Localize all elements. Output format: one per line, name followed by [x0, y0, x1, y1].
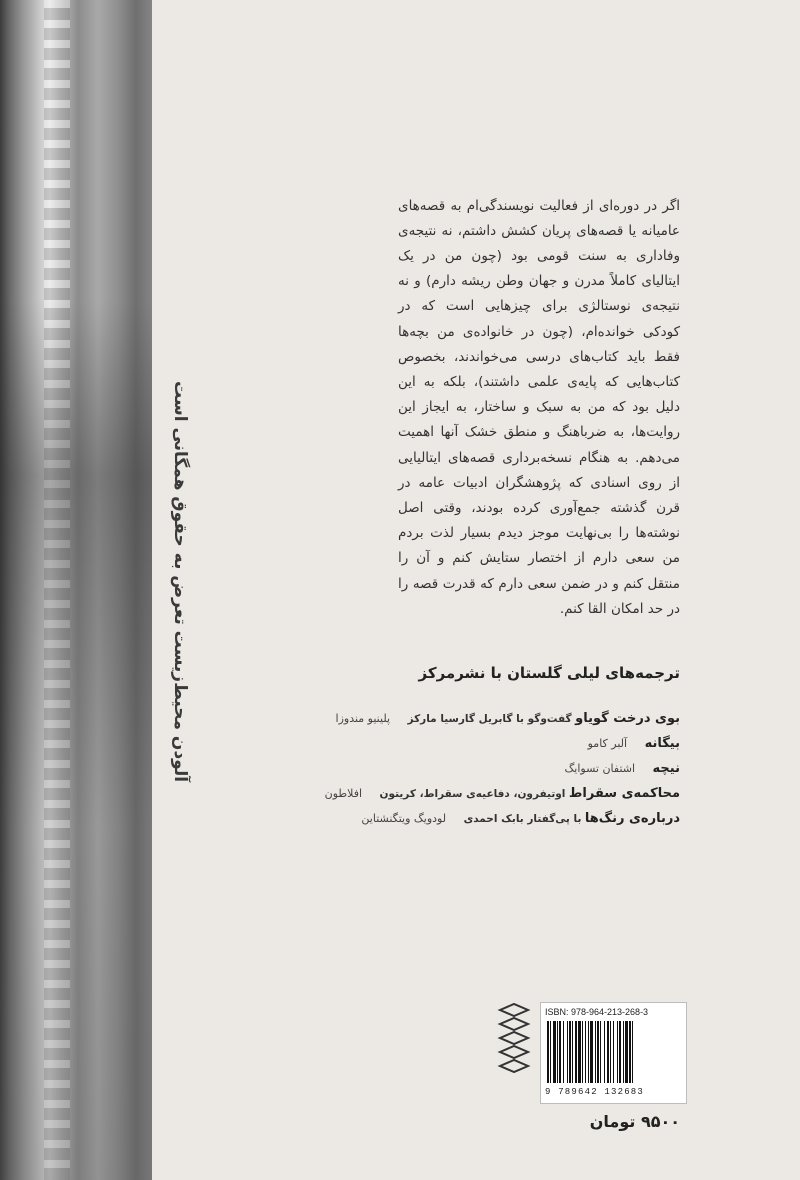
book-item [320, 758, 680, 783]
cover-photo-strip [0, 0, 152, 1180]
book-author: اشتفان تسوایگ [564, 762, 636, 775]
book-item [320, 783, 680, 808]
book-title: بوی درخت گویاو [575, 711, 680, 726]
publisher-logo-icon [494, 1002, 534, 1082]
price: ۹۵۰۰ تومان [589, 1112, 680, 1131]
book-title: بیگانه [644, 736, 680, 751]
book-title: درباره‌ی رنگ‌ها [584, 811, 680, 826]
book-subtitle: اوتیفرون، دفاعیه‌ی سقراط، کریتون [379, 788, 566, 800]
book-author: آلبر کامو [587, 737, 628, 750]
barcode-icon [545, 1021, 682, 1085]
book-author: لودویگ ویتگنشتاین [361, 812, 447, 825]
isbn-text: ISBN: 978-964-213-268-3 [545, 1007, 649, 1017]
book-item [320, 708, 680, 733]
book-author: افلاطون [324, 787, 363, 800]
book-subtitle: گفت‌وگو با گابریل گارسیا مارکز [407, 713, 572, 725]
book-title: نیچه [652, 761, 680, 776]
book-item [320, 808, 680, 833]
barcode-number: 9 789642 132683 [545, 1087, 645, 1097]
back-cover-blurb: اگر در دوره‌ای از فعالیت نویسندگی‌ام به قصه‌های عامیانه یا قصه‌های پریان کشش داشتم، نه نتیجه‌ی وفاداری به سنت قومی بود (چون من در یک ایتالیای کاملاً مدرن و جهان وطن ریشه دارم) و نه نتیجه‌ی نوستالژی برای چیزهایی است که در کودکی خوانده‌ام، (چون در خانواده‌ی من بچه‌ها فقط باید کتاب‌های درسی می‌خواندند، بخصوص کتاب‌هایی که پایه‌ی علمی داشتند)، بلکه به این دلیل بود که من به سبک و ساختار، به ایجاز این روایت‌ها، به ضرباهنگ و منطق خشک آنها اهمیت می‌دهم. به هنگام نسخه‌برداری قصه‌های ایتالیایی از روی اسنادی که پژوهشگران ادبیات عامه در قرن گذشته جمع‌آوری کرده بودند، وقتی اصل نوشته‌ها را بی‌نهایت موجز دیدم بسیار لذت بردم من سعی دارم از اختصار ستایش کنم و آن را منتقل کنم و در ضمن سعی دارم که قدرت قصه را در حد امکان القا کنم. [398, 197, 680, 617]
book-list [320, 708, 680, 833]
barcode-box [540, 1002, 687, 1104]
environment-notice: آلودن محیط‌زیست تعرض به حقوق همگانی است [170, 381, 190, 783]
book-item [320, 733, 680, 758]
book-subtitle: با پی‌گفتار بابک احمدی [463, 813, 582, 825]
translations-heading: ترجمه‌های لیلی گلستان با نشرمرکز [418, 664, 680, 682]
book-title: محاکمه‌ی سقراط [568, 786, 680, 801]
book-author: پلینیو مندوزا [335, 712, 391, 725]
